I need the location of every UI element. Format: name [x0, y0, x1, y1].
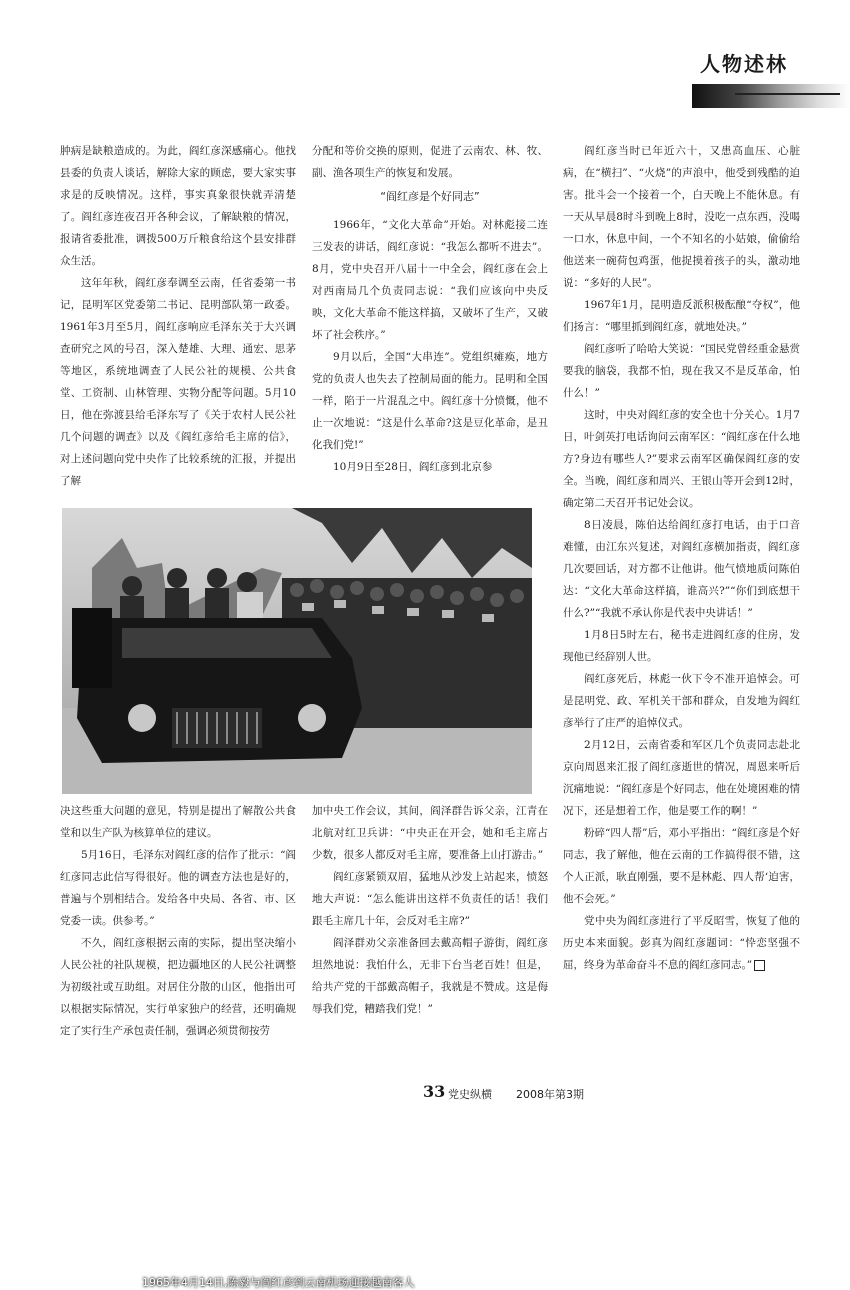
paragraph: 这时，中央对阎红彦的安全也十分关心。1月7日，叶剑英打电话询问云南军区：“阎红彦在什么地方?身边有哪些人?”要求云南军区确保阎红彦的安全。当晚，阎红彦和周兴、王银山等开会到12时，确定第二天召开书记处会议。	[563, 409, 800, 509]
column-2-bottom	[312, 800, 548, 1020]
paragraph: 阎红彦死后，林彪一伙下令不准开追悼会。可是昆明党、政、军机关干部和群众，自发地为阎红彦举行了庄严的追悼仪式。	[563, 673, 800, 729]
paragraph: 加中央工作会议，其间，阎泽群告诉父亲，江青在北航对红卫兵讲：“中央正在开会，她和毛主席占少数，很多人都反对毛主席，要准备上山打游击。”	[312, 805, 548, 861]
paragraph: 肿病是缺粮造成的。为此，阎红彦深感痛心。他找县委的负责人谈话，解除大家的顾虑，要大家实事求是的反映情况。这样，事实真象很快就弄清楚了。阎红彦连夜召开各种会议，了解缺粮的情况，报请省委批准，调拨500万斤粮食给这个县安排群众生活。	[60, 145, 296, 267]
paragraph: 阎红彦听了哈哈大笑说：“国民党曾经重金悬赏要我的脑袋，我都不怕，现在我又不是反革命，怕什么！”	[563, 343, 800, 399]
paragraph: 阎泽群劝父亲准备回去戴高帽子游街，阎红彦坦然地说：我怕什么，无非下台当老百姓！但是，给共产党的干部戴高帽子，我就是不赞成。这是侮辱我们党，糟踏我们党！”	[312, 937, 548, 1015]
paragraph: 粉碎“四人帮”后，邓小平指出：“阎红彦是个好同志，我了解他，他在云南的工作搞得很不错，这个人正派，耿直刚强，要不是林彪、四人帮‘迫害，他不会死。”	[563, 827, 800, 905]
section-title: 人物述林	[700, 52, 788, 76]
column-1-top	[60, 140, 296, 492]
column-3	[563, 140, 800, 976]
paragraph: 决这些重大问题的意见，特别是提出了解散公共食堂和以生产队为核算单位的建议。	[60, 805, 296, 839]
paragraph: 1966年，“文化大革命”开始。对林彪接二连三发表的讲话，阎红彦说：“我怎么都听不进去”。8月，党中央召开八届十一中全会，阎红彦在会上对西南局几个负责同志说：“我们应该向中央反映，文化大革命不能这样搞，又破坏了生产，又破坏了社会秩序。”	[312, 219, 548, 341]
column-1-bottom	[60, 800, 296, 1042]
publication-name: 党史纵横	[448, 1088, 492, 1101]
paragraph-text: 党中央为阎红彦进行了平反昭雪，恢复了他的历史本来面貌。彭真为阎红彦题词：“忰恋坚强不屈，终身为革命奋斗不息的阎红彦同志。”	[563, 915, 800, 971]
photo-illustration	[62, 508, 532, 794]
paragraph: 9月以后，全国“大串连”。党组织瘫痪，地方党的负责人也失去了控制局面的能力。昆明和全国一样，陷于一片混乱之中。阎红彦十分愤慨，他不止一次地说：“这是什么革命?这是豆化革命，是丑化我们党!”	[312, 351, 548, 451]
header-gradient-bar	[692, 84, 850, 108]
paragraph: 1967年1月，昆明造反派积极酝酿“夺权”，他们扬言：“哪里抓到阎红彦，就地处决。”	[563, 299, 800, 333]
paragraph: 这年年秋，阎红彦奉调至云南，任省委第一书记，昆明军区党委第二书记、昆明部队第一政委。1961年3月至5月，阎红彦响应毛泽东关于大兴调查研究之风的号召，深入楚雄、大理、通宏、思茅等地区，系统地调查了人民公社的规模、公共食堂、工资制、山林管理、实物分配等问题。5月10日，他在弥渡县给毛泽东写了《关于农村人民公社几个问题的调查》以及《阎红彦给毛主席的信》，对上述问题向党中央作了比较系统的汇报，并提出了解	[60, 277, 296, 487]
page-number: 33	[423, 1082, 446, 1101]
paragraph: 1月8日5时左右，秘书走进阎红彦的住房，发现他已经辞别人世。	[563, 629, 800, 663]
end-mark-icon	[754, 960, 765, 971]
paragraph-final	[563, 910, 800, 976]
photo-caption: 1965年4月14日,陈毅与阎红彦到云南机场迎接越南客人	[142, 1276, 415, 1289]
paragraph: 5月16日，毛泽东对阎红彦的信作了批示：“阎红彦同志此信写得很好。他的调查方法也是好的，普遍与个别相结合。发给各中央局、各省、市、区党委一读。供参考。”	[60, 849, 296, 927]
paragraph: 阎红彦紧锁双眉，猛地从沙发上站起来，愤怒地大声说：“怎么能讲出这样不负责任的话！我们跟毛主席几十年，会反对毛主席?”	[312, 871, 548, 927]
paragraph: 2月12日，云南省委和军区几个负责同志赴北京向周恩来汇报了阎红彦逝世的情况，周恩来听后沉痛地说：“阎红彦是个好同志，他在处境困难的情况下，还是想着工作，他是要工作的啊！”	[563, 739, 800, 817]
column-2-top	[312, 140, 548, 478]
paragraph: 分配和等价交换的原则，促进了云南农、林、牧、副、渔各项生产的恢复和发展。	[312, 145, 548, 179]
paragraph: 不久，阎红彦根据云南的实际，提出坚决缩小人民公社的社队规模，把边疆地区的人民公社调整为初级社或互助组。对居住分散的山区，他指出可以根据实际情况，实行单家独户的经营，还明确规定了实行生产承包责任制，强调必须贯彻按劳	[60, 937, 296, 1037]
paragraph: 10月9日至28日，阎红彦到北京参	[333, 461, 493, 473]
subsection-title: “阎红彦是个好同志”	[380, 190, 480, 203]
paragraph: 8日凌晨，陈伯达给阎红彦打电话，由于口音难懂，由江东兴复述，对阎红彦横加指责，阎红彦几次要回话，对方都不让他讲。他气愤地质问陈伯达：“文化大革命这样搞，谁高兴?”“你们到底想干什么?”“我就不承认你是代表中央讲话！”	[563, 519, 800, 619]
paragraph: 阎红彦当时已年近六十，又患高血压、心脏病，在“横扫”、“火烧”的声浪中，他受到残酷的迫害。批斗会一个接着一个，白天晚上不能休息。有一天从早晨8时斗到晚上8时，没吃一点东西，没喝一口水，休息中间，一个不知名的小姑娘，偷偷给他送来一碗荷包鸡蛋，他捉摸着孩子的头，激动地说：“多好的人民”。	[563, 145, 800, 289]
header-rule	[735, 93, 840, 95]
issue-label: 2008年第3期	[516, 1088, 584, 1101]
